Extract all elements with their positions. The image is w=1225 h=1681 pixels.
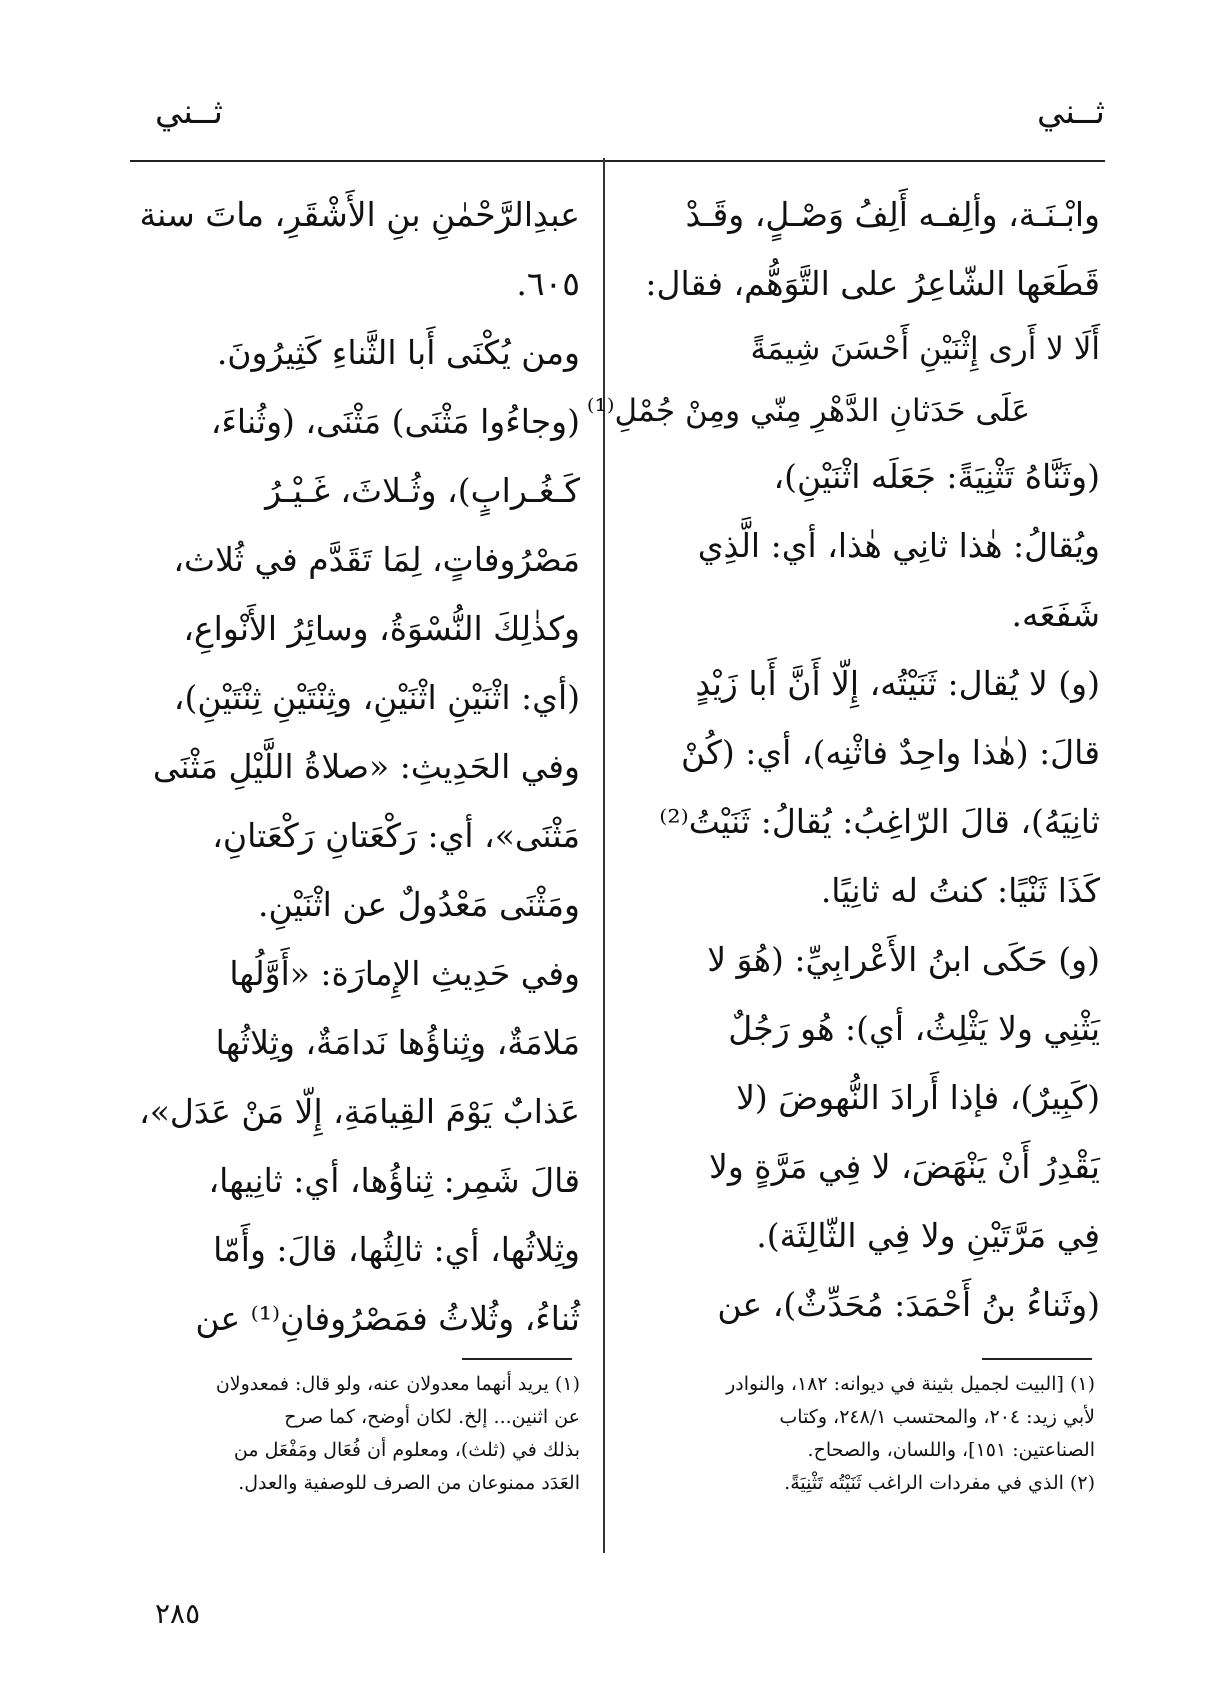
text-line: عَذابٌ يَوْمَ القِيامَةِ، إِلّا مَنْ عَدَل»، — [139, 1092, 580, 1131]
footnote-line: (١) [البيت لجميل بثينة في ديوانه: ١٨٢، والنوادر — [726, 1373, 1095, 1395]
text-line: قَطَعَها الشّاعِرُ على التَّوَهُّم، فقال: — [645, 264, 1100, 303]
page-number: ٢٨٥ — [155, 1597, 201, 1630]
text-line: (وثَناءُ بنُ أَحْمَدَ: مُحَدِّثٌ)، عن — [717, 1285, 1100, 1324]
running-header-left: ثــني — [155, 92, 223, 132]
footnote-line: عن اثنين... إلخ. لكان أوضح، كما صرح — [284, 1406, 580, 1428]
running-header-right: ثــني — [1037, 92, 1105, 132]
text-line: فِي مَرَّتَيْنِ ولا فِي الثّالِثَة). — [756, 1216, 1100, 1255]
footnote-line: بذلك في (ثلث)، ومعلوم أن فُعَال ومَفْعَل من — [233, 1439, 580, 1461]
text-line: قالَ شَمِر: ثِناؤُها، أي: ثانِيها، — [208, 1161, 580, 1200]
text-line: (كَبِيرٌ)، فإذا أَرادَ النُّهوضَ (لا — [736, 1078, 1100, 1117]
text-line: ثُناءُ، وثُلاثُ فمَصْرُوفانِ⁽¹⁾ عن — [195, 1299, 580, 1338]
header-rule — [130, 160, 1105, 162]
footnote-line: العَدَد ممنوعان من الصرف للوصفية والعدل. — [238, 1472, 580, 1494]
text-line: يَثْنِي ولا يَثْلِثُ، أي): هُو رَجُلٌ — [728, 1009, 1100, 1048]
footnote-line: (٢) الذي في مفردات الراغب ثَنَيْتُه تَثْنِيَةً. — [784, 1472, 1095, 1494]
footnote-rule-right — [982, 1358, 1092, 1360]
text-line: كَـغُـرابٍ)، وثُـلاثَ، غَـيْـرُ — [265, 471, 580, 510]
footnote-line: الصناعتين: ١٥١]، واللسان، والصحاح. — [807, 1439, 1095, 1461]
text-line: (و) حَكَى ابنُ الأَعْرابِيِّ: (هُوَ لا — [707, 940, 1100, 979]
column-divider — [603, 158, 605, 1553]
text-line: وفي الحَدِيثِ: «صلاةُ اللَّيْلِ مَثْنَى — [152, 747, 580, 786]
footnote-rule-left — [462, 1358, 572, 1360]
text-line: (وثَنَّاهُ تَثْنِيَةً: جَعَلَه اثْنَيْنِ)، — [773, 457, 1100, 496]
text-line: مَصْرُوفاتٍ، لِمَا تَقَدَّم في ثُلاث، — [173, 540, 580, 579]
text-line: كَذَا ثَنْيًا: كنتُ له ثانِيًا. — [820, 871, 1100, 910]
text-line: وكذٰلِكَ النُّسْوَةُ، وسائِرُ الأَنْواعِ، — [183, 609, 580, 648]
text-line: وابْـنَـة، وألِفـه أَلِفُ وَصْـلٍ، وقَـدْ — [685, 195, 1100, 234]
right-column — [586, 180, 1100, 1339]
text-line: (وجاءُوا مَثْنَى) مَثْنَى، (وثُناءَ، — [210, 402, 580, 441]
footnote-line: لأبي زيد: ٢٠٤، والمحتسب ٢٤٨/١، وكتاب — [779, 1406, 1095, 1428]
text-line: قالَ: (هٰذا واحِدٌ فاثْنِه)، أي: (كُنْ — [681, 733, 1100, 772]
text-line: ثانِيَهُ)، قالَ الرّاغِبُ: يُقالُ: ثَنَيْتُ⁽²⁾ — [659, 802, 1100, 841]
text-line: ٦٠٥. — [516, 264, 580, 303]
footnote-line: (١) يريد أنهما معدولان عنه، ولو قال: فمعدولان — [215, 1373, 580, 1395]
text-line: وثِلاثُها، أي: ثالِثُها، قالَ: وأَمّا — [213, 1230, 580, 1269]
footnotes-left — [140, 1368, 580, 1500]
text-line: (أي: اثْنَيْنِ اثْنَيْنِ، وثِنْتَيْنِ ثِنْتَيْنِ)، — [173, 678, 580, 717]
text-line: عبدِالرَّحْمٰنِ بنِ الأَشْقَرِ، ماتَ سنة — [139, 195, 580, 234]
text-line: شَفَعَه. — [1011, 595, 1100, 634]
text-line: وفي حَدِيثِ الإِمارَة: «أَوَّلُها — [229, 954, 580, 993]
text-line: مَثْنَى»، أي: رَكْعَتانِ رَكْعَتانِ، — [212, 816, 580, 855]
text-line: يَقْدِرُ أَنْ يَنْهَضَ، لا فِي مَرَّةٍ ولا — [709, 1147, 1100, 1186]
text-line: (و) لا يُقال: ثَنَيْتُه، إِلّا أَنَّ أَبا زَيْدٍ — [695, 664, 1100, 703]
footnotes-right — [640, 1368, 1095, 1500]
text-line: ويُقالُ: هٰذا ثانِي هٰذا، أي: الَّذِي — [697, 526, 1100, 565]
left-column — [140, 180, 580, 1353]
poem-verse-first-hemistich: أَلَا لا أَرى إِثْنَيْنِ أَحْسَنَ شِيمَةً — [750, 331, 1100, 367]
poem-verse-second-hemistich: عَلَى حَدَثانِ الدَّهْرِ مِنّي ومِنْ جُمْلِ⁽¹⁾ — [586, 393, 1030, 429]
text-line: ومَثْنَى مَعْدُولٌ عن اثْنَيْنِ. — [257, 885, 580, 924]
text-line: ومن يُكْنَى أَبا الثَّناءِ كَثِيرُونَ. — [216, 333, 580, 372]
text-line: مَلامَةٌ، وثِناؤُها نَدامَةٌ، وثِلاثُها — [215, 1023, 580, 1062]
